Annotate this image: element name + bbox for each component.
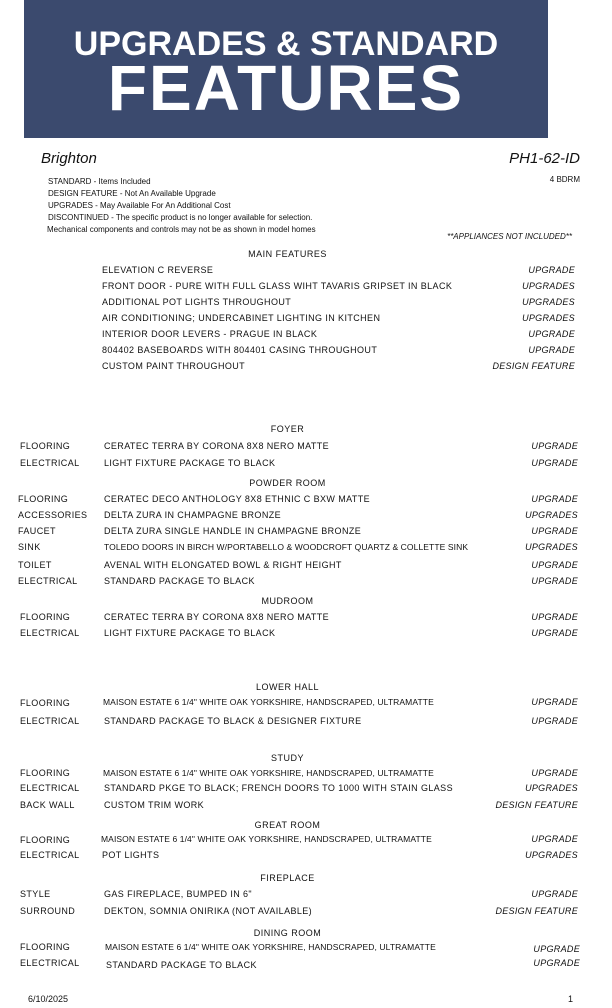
table-row	[0, 906, 612, 920]
feature-status: DESIGN FEATURE	[492, 361, 575, 371]
legend-item: UPGRADES - May Available For An Additional Cost	[48, 201, 231, 210]
section-title-mudroom: MUDROOM	[261, 596, 314, 606]
banner-title-line1: UPGRADES & STANDARD	[73, 25, 499, 63]
feature-status: UPGRADE	[533, 958, 580, 968]
feature-status: UPGRADE	[531, 716, 578, 726]
model-name: Brighton	[41, 150, 97, 167]
feature-description: STANDARD PACKAGE TO BLACK	[106, 960, 257, 970]
feature-category: ELECTRICAL	[20, 783, 80, 793]
feature-status: UPGRADES	[525, 850, 578, 860]
feature-description: DEKTON, SOMNIA ONIRIKA (NOT AVAILABLE)	[104, 906, 313, 916]
table-row	[0, 441, 612, 455]
legend-item: DESIGN FEATURE - Not An Available Upgrade	[48, 189, 216, 198]
feature-category: ELECTRICAL	[20, 850, 80, 860]
feature-description: POT LIGHTS	[102, 850, 160, 860]
table-row	[0, 494, 612, 508]
feature-category: TOILET	[18, 560, 52, 570]
feature-status: UPGRADES	[525, 510, 578, 520]
feature-description: CUSTOM PAINT THROUGHOUT	[102, 361, 246, 371]
section-title-study: STUDY	[270, 753, 304, 763]
feature-description: FRONT DOOR - PURE WITH FULL GLASS WIHT TAVARIS GRIPSET IN BLACK	[102, 281, 453, 291]
legend	[48, 176, 316, 236]
feature-description: MAISON ESTATE 6 1/4" WHITE OAK YORKSHIRE, HANDSCRAPED, ULTRAMATTE	[105, 942, 436, 952]
feature-status: UPGRADE	[531, 441, 578, 451]
table-row	[0, 345, 612, 359]
table-row	[0, 628, 612, 642]
table-row	[0, 361, 612, 375]
banner-title-line2: FEATURES	[107, 52, 465, 124]
feature-description: STANDARD PACKAGE TO BLACK & DESIGNER FIXTURE	[104, 716, 362, 726]
feature-description: CUSTOM TRIM WORK	[104, 800, 205, 810]
table-row	[0, 716, 612, 730]
table-row	[0, 458, 612, 472]
appliances-note: **APPLIANCES NOT INCLUDED**	[447, 232, 572, 241]
table-row	[0, 560, 612, 574]
feature-category: ELECTRICAL	[20, 458, 80, 468]
feature-status: UPGRADE	[531, 834, 578, 844]
feature-status: UPGRADES	[522, 313, 575, 323]
section-title-foyer: FOYER	[270, 424, 305, 434]
feature-description: DELTA ZURA IN CHAMPAGNE BRONZE	[104, 510, 282, 520]
feature-category: BACK WALL	[20, 800, 75, 810]
feature-status: UPGRADE	[528, 265, 575, 275]
feature-status: UPGRADE	[531, 628, 578, 638]
feature-category: FAUCET	[18, 526, 56, 536]
section-title-lower-hall: LOWER HALL	[255, 682, 320, 692]
feature-category: ELECTRICAL	[20, 628, 80, 638]
feature-description: GAS FIREPLACE, BUMPED IN 6"	[104, 889, 253, 899]
table-row	[0, 850, 612, 864]
feature-description: MAISON ESTATE 6 1/4" WHITE OAK YORKSHIRE, HANDSCRAPED, ULTRAMATTE	[103, 697, 434, 707]
table-row	[0, 526, 612, 540]
feature-status: UPGRADE	[531, 612, 578, 622]
table-row	[0, 834, 612, 848]
feature-description: 804402 BASEBOARDS WITH 804401 CASING THROUGHOUT	[102, 345, 378, 355]
section-title-great-room: GREAT ROOM	[254, 820, 321, 830]
feature-status: UPGRADE	[531, 458, 578, 468]
feature-category: FLOORING	[20, 441, 71, 451]
table-row	[0, 313, 612, 327]
feature-description: CERATEC TERRA BY CORONA 8X8 NERO MATTE	[104, 612, 330, 622]
title-banner	[24, 0, 548, 138]
legend-item: DISCONTINUED - The specific product is no longer available for selection.	[48, 213, 313, 222]
feature-description: CERATEC DECO ANTHOLOGY 8X8 ETHNIC C BXW MATTE	[104, 494, 371, 504]
feature-status: UPGRADES	[522, 281, 575, 291]
legend-item: STANDARD - Items Included	[48, 177, 151, 186]
table-row	[0, 329, 612, 343]
legend-item: Mechanical components and controls may not be as shown in model homes	[47, 225, 316, 234]
table-row	[0, 510, 612, 524]
table-row	[0, 542, 612, 556]
feature-status: UPGRADE	[531, 526, 578, 536]
section-title-powder-room: POWDER ROOM	[249, 478, 326, 488]
feature-description: CERATEC TERRA BY CORONA 8X8 NERO MATTE	[104, 441, 330, 451]
feature-status: UPGRADE	[531, 697, 578, 707]
feature-status: UPGRADES	[525, 542, 578, 552]
feature-description: MAISON ESTATE 6 1/4" WHITE OAK YORKSHIRE, HANDSCRAPED, ULTRAMATTE	[103, 768, 434, 778]
feature-description: INTERIOR DOOR LEVERS - PRAGUE IN BLACK	[102, 329, 318, 339]
table-row	[0, 958, 612, 972]
table-row	[0, 942, 612, 956]
table-row	[0, 297, 612, 311]
feature-description: ADDITIONAL POT LIGHTS THROUGHOUT	[102, 297, 292, 307]
feature-status: UPGRADE	[531, 560, 578, 570]
feature-status: DESIGN FEATURE	[495, 800, 578, 810]
feature-category: FLOORING	[20, 942, 71, 952]
table-row	[0, 612, 612, 626]
feature-description: LIGHT FIXTURE PACKAGE TO BLACK	[104, 628, 276, 638]
table-row	[0, 265, 612, 279]
section-title-dining-room: DINING ROOM	[253, 928, 322, 938]
feature-description: AVENAL WITH ELONGATED BOWL & RIGHT HEIGHT	[104, 560, 342, 570]
feature-description: DELTA ZURA SINGLE HANDLE IN CHAMPAGNE BRONZE	[104, 526, 362, 536]
table-row	[0, 889, 612, 903]
feature-category: ELECTRICAL	[20, 958, 80, 968]
feature-description: MAISON ESTATE 6 1/4" WHITE OAK YORKSHIRE, HANDSCRAPED, ULTRAMATTE	[101, 834, 432, 844]
feature-category: FLOORING	[20, 835, 71, 845]
table-row	[0, 800, 612, 814]
feature-category: ELECTRICAL	[20, 716, 80, 726]
feature-status: UPGRADE	[531, 576, 578, 586]
feature-status: UPGRADES	[522, 297, 575, 307]
feature-status: UPGRADE	[528, 345, 575, 355]
table-row	[0, 768, 612, 782]
feature-category: SINK	[18, 542, 41, 552]
feature-status: UPGRADE	[533, 944, 580, 954]
footer-date: 6/10/2025	[28, 994, 69, 1004]
feature-description: AIR CONDITIONING; UNDERCABINET LIGHTING IN KITCHEN	[102, 313, 381, 323]
table-row	[0, 281, 612, 295]
feature-status: UPGRADE	[531, 889, 578, 899]
feature-description: TOLEDO DOORS IN BIRCH W/PORTABELLO & WOODCROFT QUARTZ & COLLETTE SINK	[104, 542, 469, 552]
table-row	[0, 697, 612, 711]
feature-category: FLOORING	[18, 494, 69, 504]
feature-category: FLOORING	[20, 612, 71, 622]
feature-description: STANDARD PKGE TO BLACK; FRENCH DOORS TO 1000 WITH STAIN GLASS	[104, 783, 453, 793]
feature-status: UPGRADE	[531, 768, 578, 778]
feature-status: UPGRADE	[528, 329, 575, 339]
feature-category: ACCESSORIES	[18, 510, 88, 520]
section-title-main-features: MAIN FEATURES	[248, 249, 327, 259]
feature-status: DESIGN FEATURE	[495, 906, 578, 916]
bedroom-count: 4 BDRM	[549, 175, 580, 184]
plan-code: PH1-62-ID	[509, 150, 580, 167]
table-row	[0, 576, 612, 590]
feature-category: SURROUND	[20, 906, 76, 916]
feature-status: UPGRADE	[531, 494, 578, 504]
feature-description: LIGHT FIXTURE PACKAGE TO BLACK	[104, 458, 276, 468]
page-number: 1	[568, 994, 574, 1004]
feature-description: STANDARD PACKAGE TO BLACK	[104, 576, 255, 586]
feature-description: ELEVATION C REVERSE	[102, 265, 214, 275]
feature-category: FLOORING	[20, 698, 71, 708]
feature-category: STYLE	[20, 889, 51, 899]
feature-category: FLOORING	[20, 768, 71, 778]
feature-category: ELECTRICAL	[18, 576, 78, 586]
feature-status: UPGRADES	[525, 783, 578, 793]
section-title-fireplace: FIREPLACE	[260, 873, 315, 883]
table-row	[0, 783, 612, 797]
